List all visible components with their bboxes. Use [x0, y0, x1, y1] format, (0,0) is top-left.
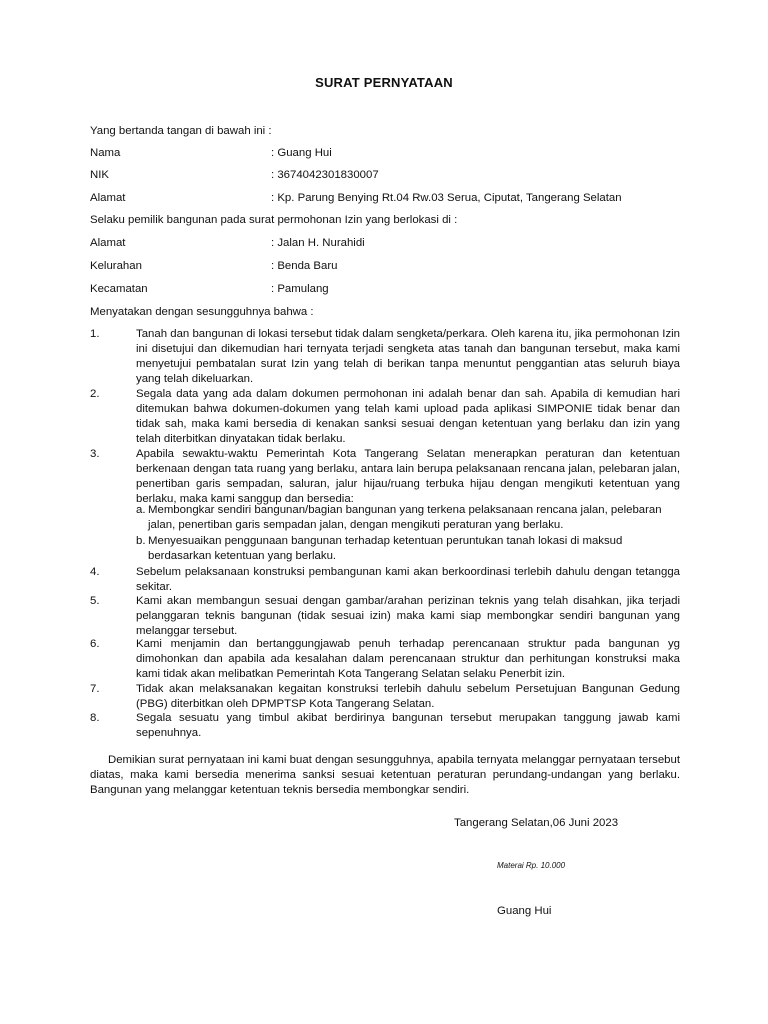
sub-item-letter: a.: [136, 504, 146, 516]
location-value: : Jalan H. Nurahidi: [271, 237, 365, 249]
identity-label: Alamat: [90, 192, 126, 204]
owner-intro-text: Selaku pemilik bangunan pada surat permohonan Izin yang berlokasi di :: [90, 214, 458, 226]
statement-text: Sebelum pelaksanaan konstruksi pembangunan kami akan berkoordinasi terlebih dahulu dengan tetangga sekitar.: [136, 566, 680, 593]
statement-item-7: [90, 682, 680, 712]
document-title: SURAT PERNYATAAN: [315, 75, 453, 90]
location-value: : Benda Baru: [271, 260, 338, 272]
location-label: Kecamatan: [90, 283, 148, 295]
identity-value: : Guang Hui: [271, 147, 332, 159]
identity-value: : Kp. Parung Benying Rt.04 Rw.03 Serua, Ciputat, Tangerang Selatan: [271, 192, 622, 204]
identity-label: NIK: [90, 169, 109, 181]
sub-item-b: [136, 534, 676, 564]
statement-number: 6.: [90, 638, 100, 650]
intro-text: Yang bertanda tangan di bawah ini :: [90, 125, 272, 137]
sub-item-text: Menyesuaikan penggunaan bangunan terhadap ketentuan peruntukan tanah lokasi di maksud berdasarkan ketentuan yang berlaku.: [148, 535, 623, 562]
location-label: Alamat: [90, 237, 126, 249]
closing-paragraph: Demikian surat pernyataan ini kami buat dengan sesungguhnya, apabila ternyata melanggar pernyataan tersebut diatas, maka kami bersedia menerima sanksi sesuai ketentuan peraturan perundang-undangan yang berlaku. Bangunan yang melanggar ketentuan teknis bersedia membongkar sendiri.: [90, 754, 680, 796]
sub-item-text: Membongkar sendiri bangunan/bagian bangunan yang terkena pelaksanaan rencana jalan, pelebaran jalan, penertiban garis sempadan jalan, dengan mengikuti peraturan yang berlaku.: [148, 504, 662, 531]
identity-label: Nama: [90, 147, 121, 159]
statement-item-5: [90, 594, 680, 639]
statement-text: Kami menjamin dan bertanggungjawab penuh terhadap perencanaan struktur pada bangunan yg dimohonkan dan apabila ada kesalahan dalam perencanaan struktur dan perhitungan konstruksi maka kami tidak akan melibatkan Pemerintah Kota Tangerang Selatan selaku Penerbit izin.: [136, 638, 680, 680]
statement-number: 3.: [90, 448, 100, 460]
location-value: : Pamulang: [271, 283, 329, 295]
statement-number: 8.: [90, 712, 100, 724]
place-date: Tangerang Selatan,06 Juni 2023: [454, 817, 619, 829]
statement-item-1: [90, 327, 680, 387]
statement-item-2: [90, 387, 680, 447]
statement-number: 2.: [90, 388, 100, 400]
sub-item-a: [136, 503, 676, 533]
materai-stamp-note: Materai Rp. 10.000: [497, 861, 566, 870]
statement-text: Segala sesuatu yang timbul akibat berdirinya bangunan tersebut merupakan tanggung jawab kami sepenuhnya.: [136, 712, 680, 739]
statement-item-6: [90, 637, 680, 682]
statement-number: 7.: [90, 683, 100, 695]
statement-text: Segala data yang ada dalam dokumen permohonan ini adalah benar dan sah. Apabila di kemudian hari ditemukan bahwa dokumen-dokumen yang telah kami upload pada aplikasi SIMPONIE tidak benar dan tidak sah, maka kami bersedia di kenakan sanksi sesuai dengan ketentuan yang berlaku dan izin yang telah diterbitkan dinyatakan tidak berlaku.: [136, 388, 680, 445]
statement-item-4: [90, 565, 680, 595]
location-label: Kelurahan: [90, 260, 142, 272]
identity-value: : 3674042301830007: [271, 169, 379, 181]
statement-text: Tanah dan bangunan di lokasi tersebut tidak dalam sengketa/perkara. Oleh karena itu, jika permohonan Izin ini disetujui dan dikemudian hari ternyata terjadi sengketa atas tanah dan bangunan tersebut, maka kami menyetujui pembatalan surat Izin yang telah di berikan tanpa menuntut penggantian atas seluruh biaya yang telah dikeluarkan.: [136, 328, 680, 385]
statement-text: Tidak akan melaksanakan kegaitan konstruksi terlebih dahulu sebelum Persetujuan Bangunan Gedung (PBG) diterbitkan oleh DPMPTSP Kota Tangerang Selatan.: [136, 683, 680, 710]
statement-text: Kami akan membangun sesuai dengan gambar/arahan perizinan teknis yang telah disahkan, jika terjadi pelanggaran teknis bangunan (tidak sesuai izin) maka kami siap membongkar sendiri bangunan yang melanggar tersebut.: [136, 595, 680, 637]
statement-text: Apabila sewaktu-waktu Pemerintah Kota Tangerang Selatan menerapkan peraturan dan ketentuan berkenaan dengan tata ruang yang berlaku, antara lain berupa pelaksanaan rencana jalan, pelebaran jalan, penertiban garis sempadan, saluran, jalur hijau/ruang terbuka hijau dengan mengikuti ketentuan yang berlaku, maka kami sanggup dan bersedia:: [136, 448, 680, 505]
sub-item-letter: b.: [136, 535, 146, 547]
statement-item-8: [90, 711, 680, 741]
statement-item-3: [90, 447, 680, 507]
statement-number: 1.: [90, 328, 100, 340]
signatory-name: Guang Hui: [497, 905, 552, 917]
statement-number: 4.: [90, 566, 100, 578]
statement-number: 5.: [90, 595, 100, 607]
statement-intro-text: Menyatakan dengan sesungguhnya bahwa :: [90, 306, 314, 318]
